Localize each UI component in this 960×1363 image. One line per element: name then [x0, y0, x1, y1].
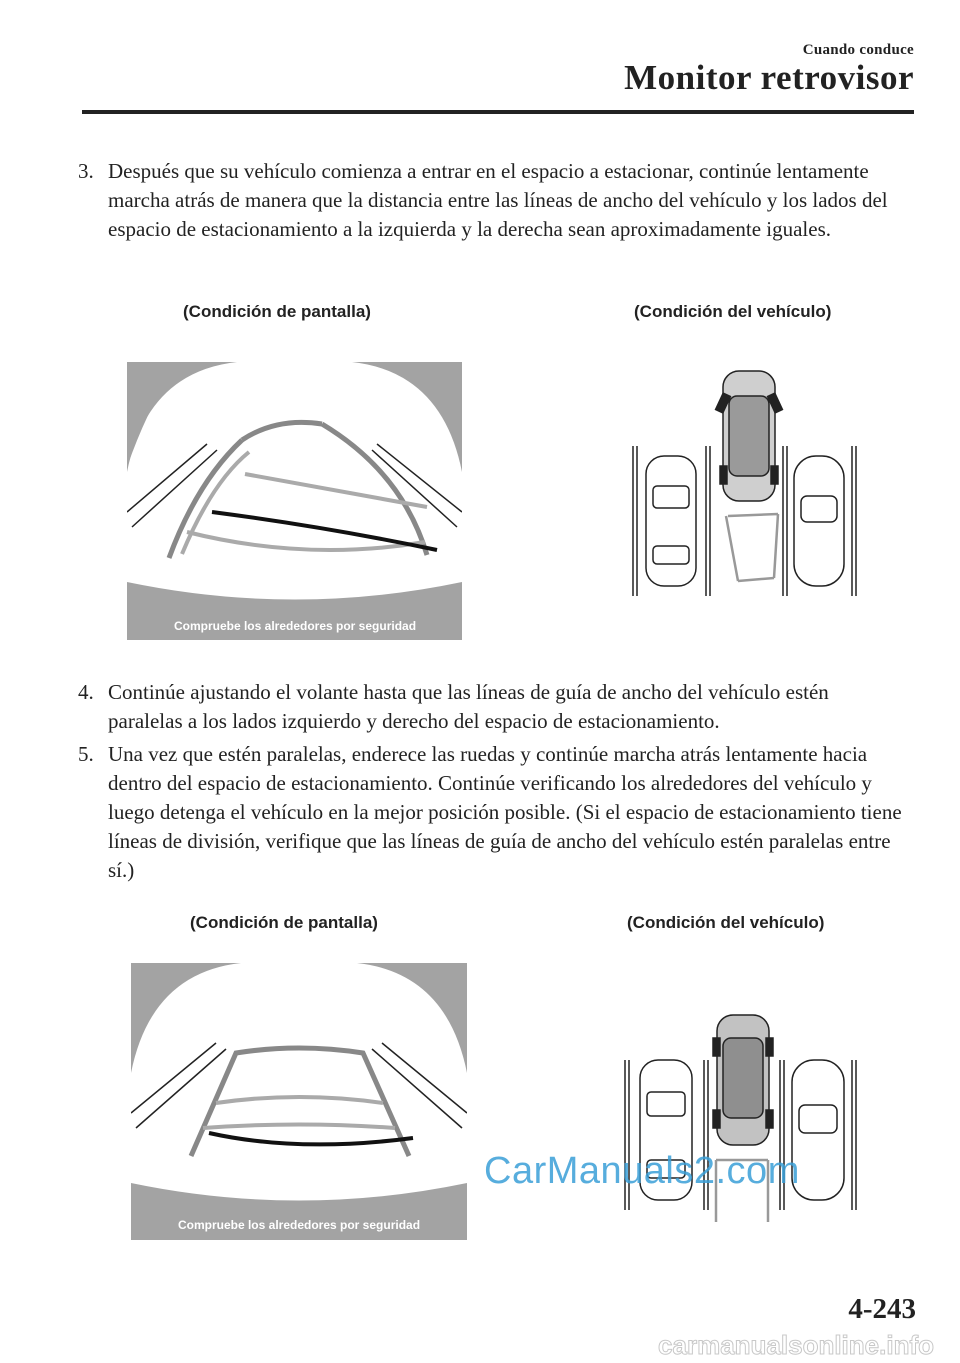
figure-2-screen-caption: (Condición de pantalla) [190, 913, 378, 932]
footer-watermark: carmanualsonline.info [658, 1330, 934, 1360]
title-rule [82, 110, 914, 114]
screen-warning: Compruebe los alrededores por seguridad [177, 1218, 421, 1232]
step-text: Una vez que estén paralelas, enderece las ruedas y continúe marcha atrás lentamente hacia dentro del espacio de estacionamiento. Continúe verificando los alrededores del vehículo y luego detenga el vehículo en la mejor posición posible. (Si el espacio de estacionamiento tiene líneas de división, verifique que las líneas de guía de ancho del vehículo estén paralelas entre sí.) [108, 742, 902, 882]
page-number: 4-243 [848, 1293, 916, 1325]
figure-2-vehicle-caption: (Condición del vehículo) [627, 913, 825, 932]
figure-2-camera-screen [131, 963, 467, 1240]
section-label: Cuando conduce [802, 42, 914, 58]
screen-warning: Compruebe los alrededores por seguridad [173, 619, 417, 633]
step-text: Después que su vehículo comienza a entrar en el espacio a estacionar, continúe lentamente marcha atrás de manera que la distancia entre las líneas de ancho del vehículo y los lados del espacio de estacionamiento a la izquierda y la derecha sean aproximadamente iguales. [108, 159, 888, 241]
step-3 [78, 157, 908, 244]
figure-1-vehicle-diagram [628, 366, 858, 602]
figure-1-screen-caption: (Condición de pantalla) [183, 302, 371, 321]
chapter-title: Monitor retrovisor [624, 58, 914, 97]
watermark: CarManuals2.com [484, 1150, 800, 1192]
step-number: 4. [78, 680, 94, 704]
figure-2-vehicle-diagram [620, 1010, 860, 1226]
step-4 [78, 678, 908, 736]
step-number: 5. [78, 742, 94, 766]
step-5 [78, 740, 908, 885]
figure-1-vehicle-caption: (Condición del vehículo) [634, 302, 832, 321]
step-number: 3. [78, 159, 94, 183]
figure-1-camera-screen [127, 362, 462, 640]
step-text: Continúe ajustando el volante hasta que las líneas de guía de ancho del vehículo estén paralelas a los lados izquierdo y derecho del espacio de estacionamiento. [108, 680, 829, 733]
